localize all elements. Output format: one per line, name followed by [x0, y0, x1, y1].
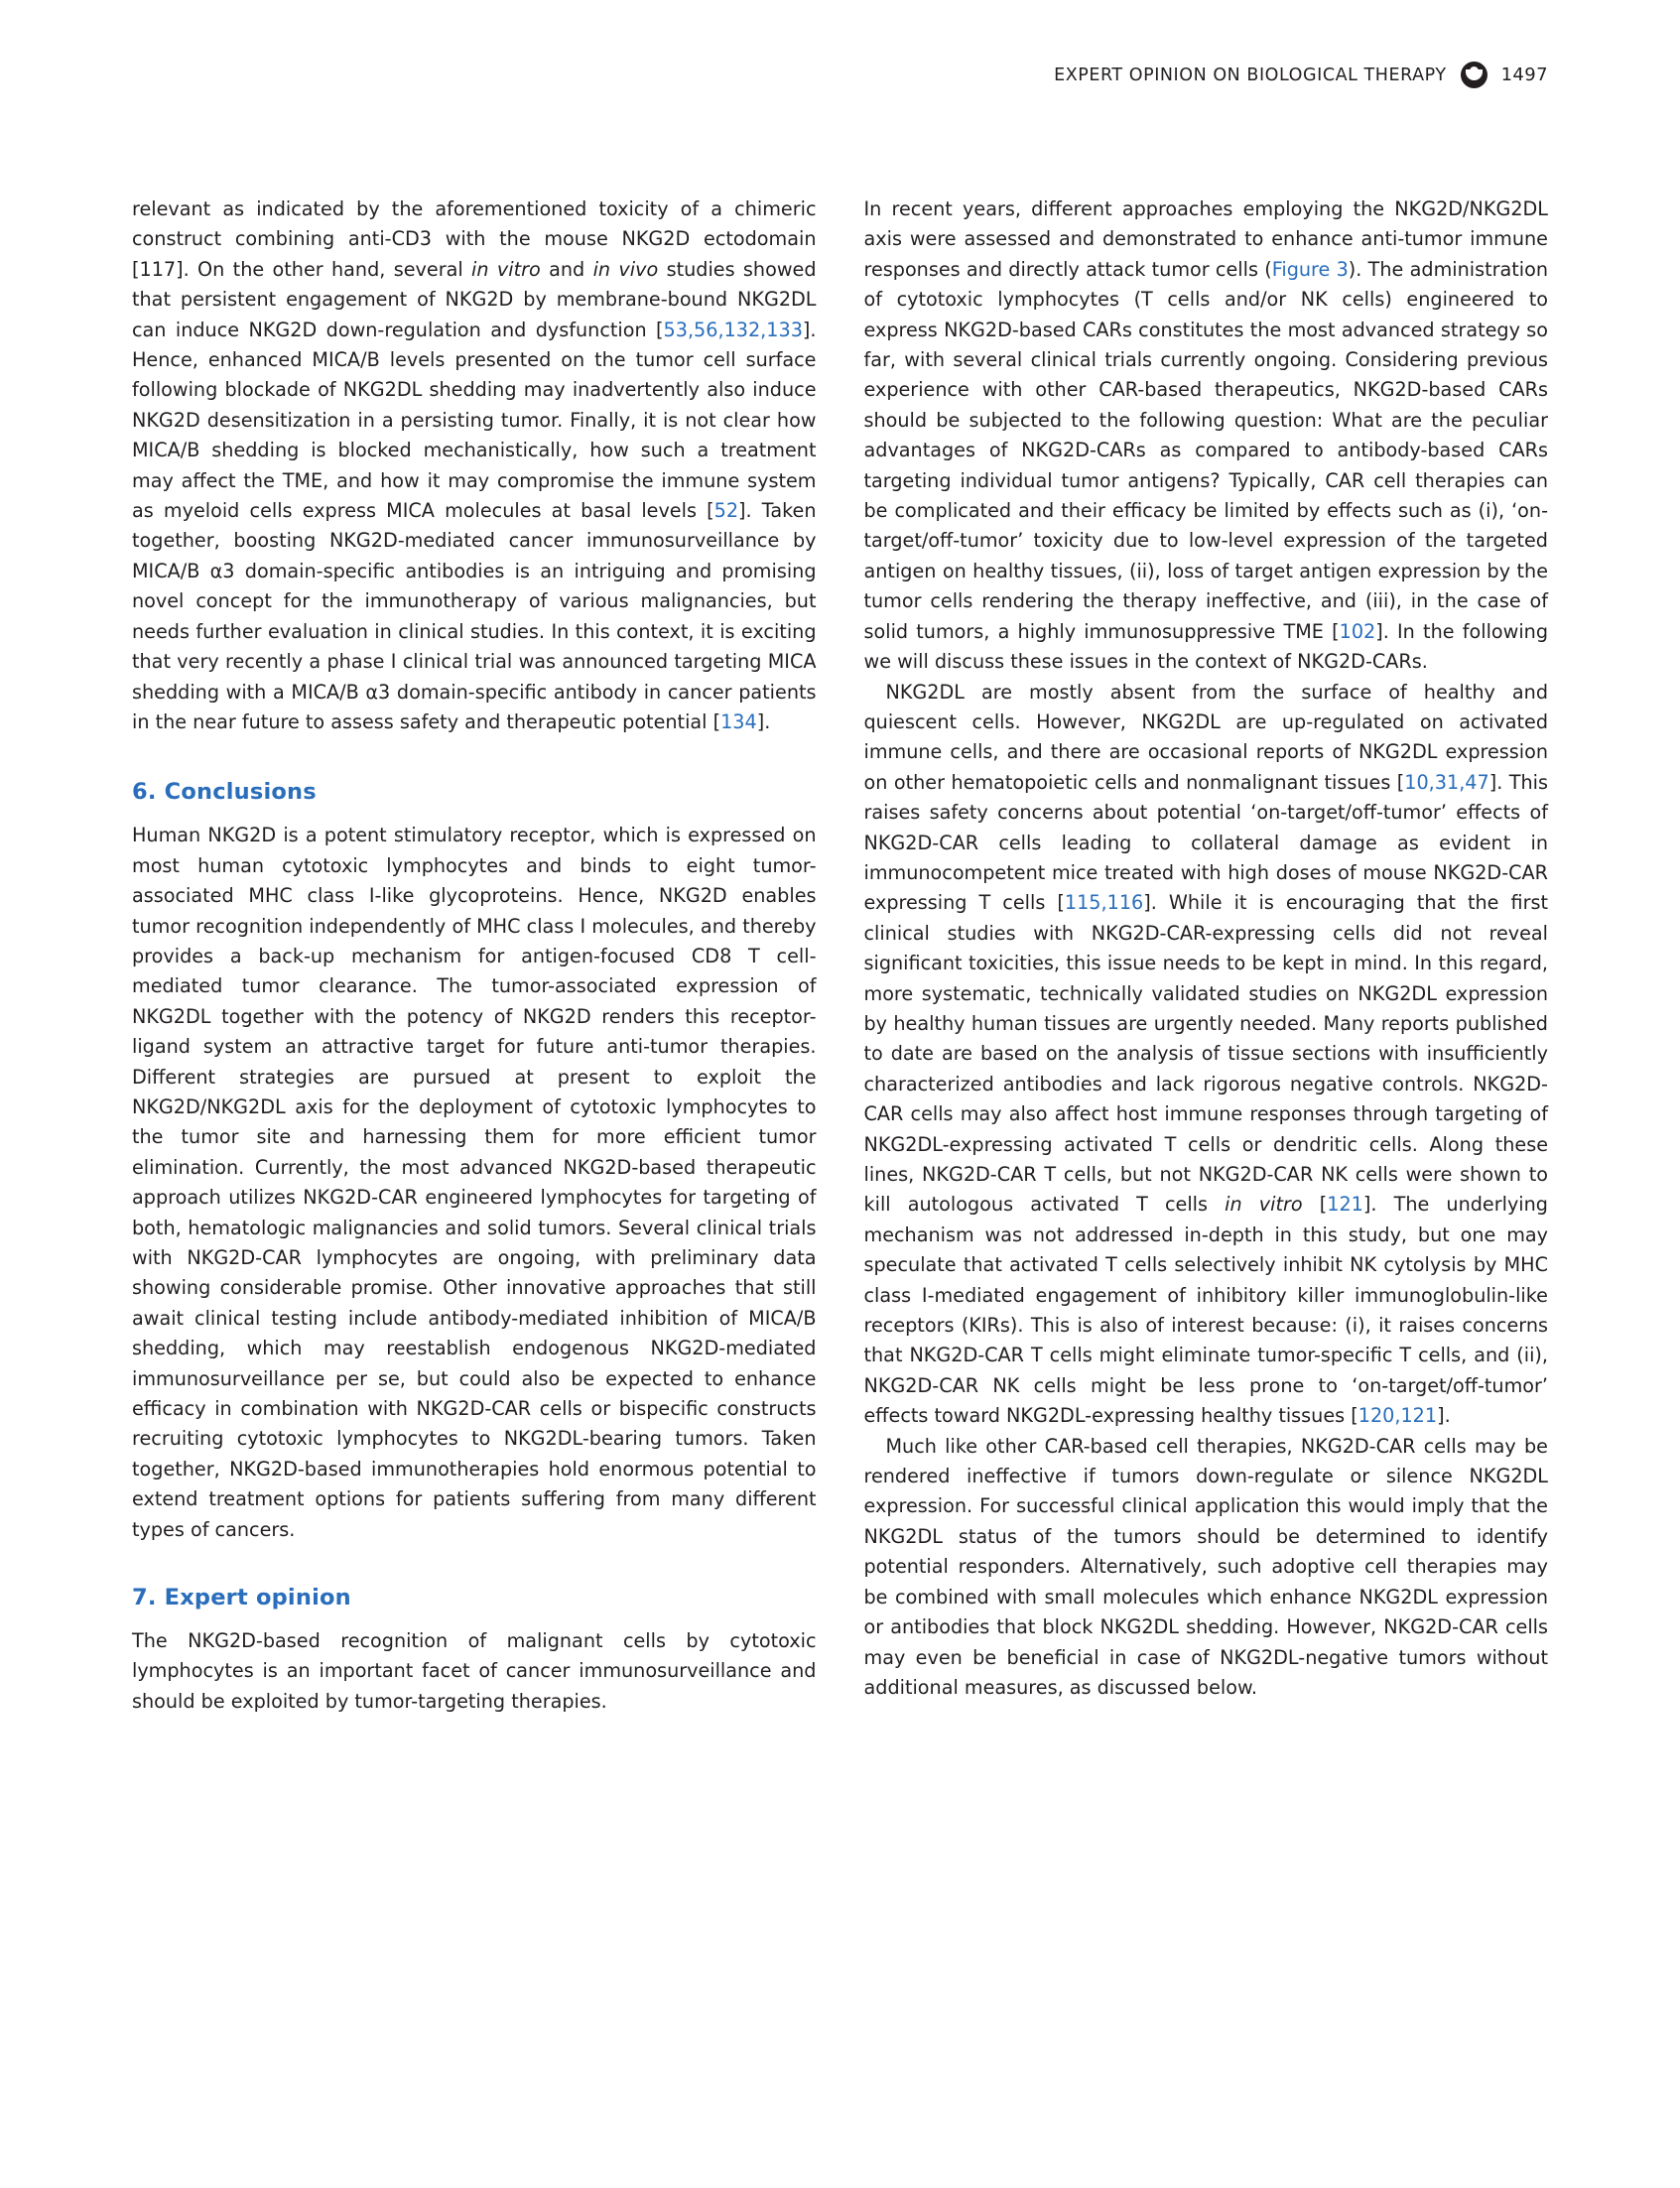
tandf-roundel-icon	[1461, 62, 1487, 88]
section-heading-conclusions: 6. Conclusions	[132, 779, 317, 806]
citation-link[interactable]: 53,56,132,133	[663, 318, 803, 341]
paragraph: NKG2DL are mostly absent from the surface of healthy and quiescent cells. However, NKG2DL are up-regulated on activated immune cells, and there are occasional reports of NKG2DL expression on other hematopoietic cells and nonmalignant tissues [10,31,47]. This raises safety concerns about potential ‘on-target/off-tumor’ effects of NKG2D-CAR cells leading to collateral damage as evident in immunocompetent mice treated with high doses of mouse NKG2D-CAR expressing T cells [115,116]. While it is encouraging that the first clinical studies with NKG2D-CAR-expressing cells did not reveal significant toxicities, this issue needs to be kept in mind. In this regard, more systematic, technically validated studies on NKG2DL expression by healthy human tissues are urgently needed. Many reports published to date are based on the analysis of tissue sections with insufficiently characterized antibodies and lack rigorous negative controls. NKG2D-CAR cells may also affect host immune responses through targeting of NKG2DL-expressing activated T cells or dendritic cells. Along these lines, NKG2D-CAR T cells, but not NKG2D-CAR NK cells were shown to kill autologous activated T cells in vitro [121]. The underlying mechanism was not addressed in-depth in this study, but one may speculate that activated T cells selectively inhibit NK cytolysis by MHC class I-mediated engagement of inhibitory killer immunoglobulin-like receptors (KIRs). This is also of interest because: (i), it raises concerns that NKG2D-CAR T cells might eliminate tumor-specific T cells, and (ii), NKG2D-CAR NK cells might be less prone to ‘on-target/off-tumor’ effects toward NKG2DL-expressing healthy tissues [120,121].	[863, 680, 1548, 1428]
journal-title: EXPERT OPINION ON BIOLOGICAL THERAPY	[1054, 64, 1447, 85]
citation-link[interactable]: 120,121	[1357, 1404, 1438, 1428]
citation-link[interactable]: 121	[1327, 1193, 1363, 1217]
paragraph: Much like other CAR-based cell therapies, NKG2D-CAR cells may be rendered ineffective if tumors down-regulate or silence NKG2DL expression. For successful clinical application this would imply that the NKG2DL status of the tumors should be determined to identify potential responders. Alternatively, such adoptive cell therapies may be combined with small molecules which enhance NKG2DL expression or antibodies that block NKG2DL shedding. However, NKG2D-CAR cells may even be beneficial in case of NKG2DL-negative tumors without additional measures, as discussed below.	[863, 1434, 1548, 1699]
paragraph: In recent years, different approaches employing the NKG2D/NKG2DL axis were assessed and demonstrated to enhance anti-tumor immune responses and directly attack tumor cells (Figure 3). The administration of cytotoxic lymphocytes (T cells and/or NK cells) engineered to express NKG2D-based CARs constitutes the most advanced strategy so far, with several clinical trials currently ongoing. Considering previous experience with other CAR-based therapeutics, NKG2D-based CARs should be subjected to the following question: What are the peculiar advantages of NKG2D-CARs as compared to antibody-based CARs targeting individual tumor antigens? Typically, CAR cell therapies can be complicated and their efficacy be limited by effects such as (i), ‘on-target/off-tumor’ toxicity due to low-level expression of the targeted antigen on healthy tissues, (ii), loss of target antigen expression by the tumor cells rendering the therapy ineffective, and (iii), in the case of solid tumors, a highly immunosuppressive TME [102]. In the following we will discuss these issues in the context of NKG2D-CARs.	[863, 197, 1549, 674]
section-heading-expert-opinion: 7. Expert opinion	[132, 1585, 351, 1611]
paragraph: The NKG2D-based recognition of malignant cells by cytotoxic lymphocytes is an important facet of cancer immunosurveillance and should be exploited by tumor-targeting therapies.	[132, 1629, 817, 1713]
running-head	[1054, 62, 1548, 88]
citation-link[interactable]: 52	[713, 499, 739, 523]
right-column	[864, 194, 1549, 1717]
page-number: 1497	[1500, 64, 1548, 85]
paragraph: relevant as indicated by the aforementioned toxicity of a chimeric construct combining anti-CD3 with the mouse NKG2D ectodomain [117]. On the other hand, several in vitro and in vivo studies showed that persistent engagement of NKG2D by membrane-bound NKG2DL can induce NKG2D down-regulation and dysfunction [53,56,132,133]. Hence, enhanced MICA/B levels presented on the tumor cell surface following blockade of NKG2DL shedding may inadvertently also induce NKG2D desensitization in a persisting tumor. Finally, it is not clear how MICA/B shedding is blocked mechanistically, how such a treatment may affect the TME, and how it may compromise the immune system as myeloid cells express MICA molecules at basal levels [52]. Taken together, boosting NKG2D-mediated cancer immunosurveillance by MICA/B α3 domain-specific antibodies is an intriguing and promising novel concept for the immunotherapy of various malignancies, but needs further evaluation in clinical studies. In this context, it is exciting that very recently a phase I clinical trial was announced targeting MICA shedding with a MICA/B α3 domain-specific antibody in cancer patients in the near future to assess safety and therapeutic potential [134].	[132, 197, 817, 733]
figure-link[interactable]: Figure 3	[1271, 257, 1349, 281]
citation-link[interactable]: 115,116	[1064, 891, 1144, 915]
article-body	[132, 194, 1548, 1717]
citation-link[interactable]: 134	[720, 709, 757, 733]
paragraph: Human NKG2D is a potent stimulatory receptor, which is expressed on most human cytotoxic lymphocytes and binds to eight tumor-associated MHC class I-like glycoproteins. Hence, NKG2D enables tumor recognition independently of MHC class I molecules, and thereby provides a back-up mechanism for antigen-focused CD8 T cell-mediated tumor clearance. The tumor-associated expression of NKG2DL together with the potency of NKG2D renders this receptor-ligand system an attractive target for future anti-tumor therapies. Different strategies are pursued at present to exploit the NKG2D/NKG2DL axis for the deployment of cytotoxic lymphocytes to the tumor site and harnessing them for more efficient tumor elimination. Currently, the most advanced NKG2D-based therapeutic approach utilizes NKG2D-CAR engineered lymphocytes for targeting of both, hematologic malignancies and solid tumors. Several clinical trials with NKG2D-CAR lymphocytes are ongoing, with preliminary data showing considerable promise. Other innovative approaches that still await clinical testing include antibody-mediated inhibition of MICA/B shedding, which may reestablish endogenous NKG2D-mediated immunosurveillance per se, but could also be expected to enhance efficacy in combination with NKG2D-CAR cells or bispecific constructs recruiting cytotoxic lymphocytes to NKG2DL-bearing tumors. Taken together, NKG2D-based immunotherapies hold enormous potential to extend treatment options for patients suffering from many different types of cancers.	[132, 824, 817, 1541]
citation-link[interactable]: 10,31,47	[1404, 770, 1489, 794]
left-column	[132, 194, 817, 1717]
italic-term: in vitro	[471, 257, 541, 281]
citation-link[interactable]: 102	[1339, 619, 1376, 643]
italic-term: in vitro	[1225, 1193, 1303, 1217]
italic-term: in vivo	[592, 257, 659, 281]
